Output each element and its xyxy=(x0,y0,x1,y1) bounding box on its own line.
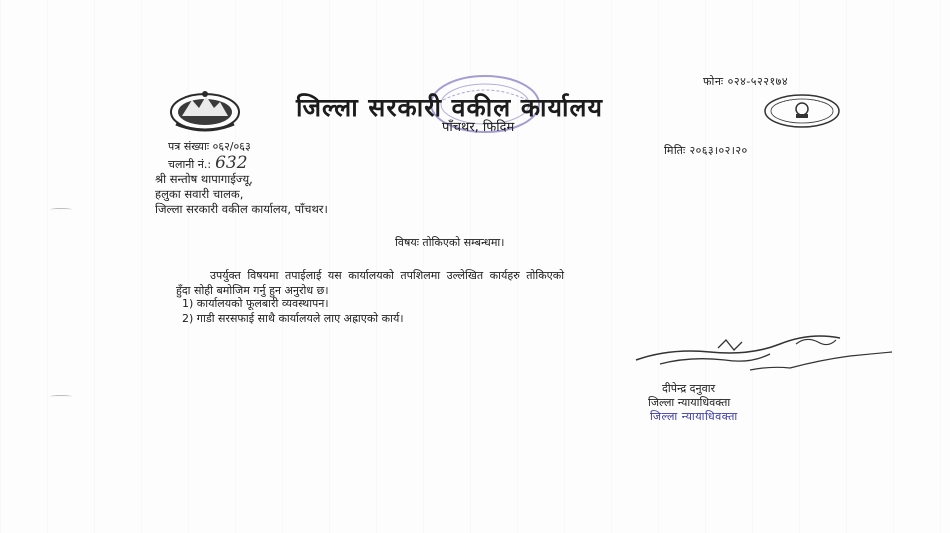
office-seal-icon xyxy=(763,94,841,128)
dispatch-number-line xyxy=(168,153,248,173)
office-location: पाँचथर, फिदिम xyxy=(442,120,515,135)
recipient-name: श्री सन्तोष थापागाईज्यू, xyxy=(155,172,253,186)
list-item: 1) कार्यालयको फूलबारी व्यवस्थापन। xyxy=(182,297,329,310)
signatory-title: जिल्ला न्यायाधिवक्ता xyxy=(648,396,731,409)
recipient-office: जिल्ला सरकारी वकील कार्यालय, पाँचथर। xyxy=(155,202,328,216)
list-item: 2) गाडी सरसफाई साथै कार्यालयले लाए अह्राएको कार्य। xyxy=(182,312,404,325)
signatory-stamp: जिल्ला न्यायाधिवक्ता xyxy=(650,410,738,423)
signatory-name: दीपेन्द्र दनुवार xyxy=(662,382,716,395)
office-phone: फोनः ०२४-५२२१७४ xyxy=(703,75,789,88)
letter-number: पत्र संख्याः ०६२/०६३ xyxy=(168,140,251,153)
recipient-position: हलुका सवारी चालक, xyxy=(155,187,244,201)
signature-icon xyxy=(630,330,900,380)
margin-mark xyxy=(50,395,72,398)
nepal-emblem-icon xyxy=(168,86,242,134)
body-paragraph-line: हुँदा सोही बमोजिम गर्नु हुन अनुरोध छ। xyxy=(176,284,329,297)
letter-subject: विषयः तोकिएको सम्बन्धमा। xyxy=(395,236,505,249)
office-title: जिल्ला सरकारी वकील कार्यालय xyxy=(296,93,603,122)
dispatch-label: चलानी नं.: xyxy=(168,158,212,171)
margin-mark xyxy=(50,208,72,211)
letter-date: मितिः २०६३।०२।२० xyxy=(664,144,748,157)
body-paragraph-line: उपर्युक्त विषयमा तपाईलाई यस कार्यालयको तपशिलमा उल्लेखित कार्यहरु तोकिएको xyxy=(210,269,565,282)
dispatch-number: 632 xyxy=(215,153,248,173)
